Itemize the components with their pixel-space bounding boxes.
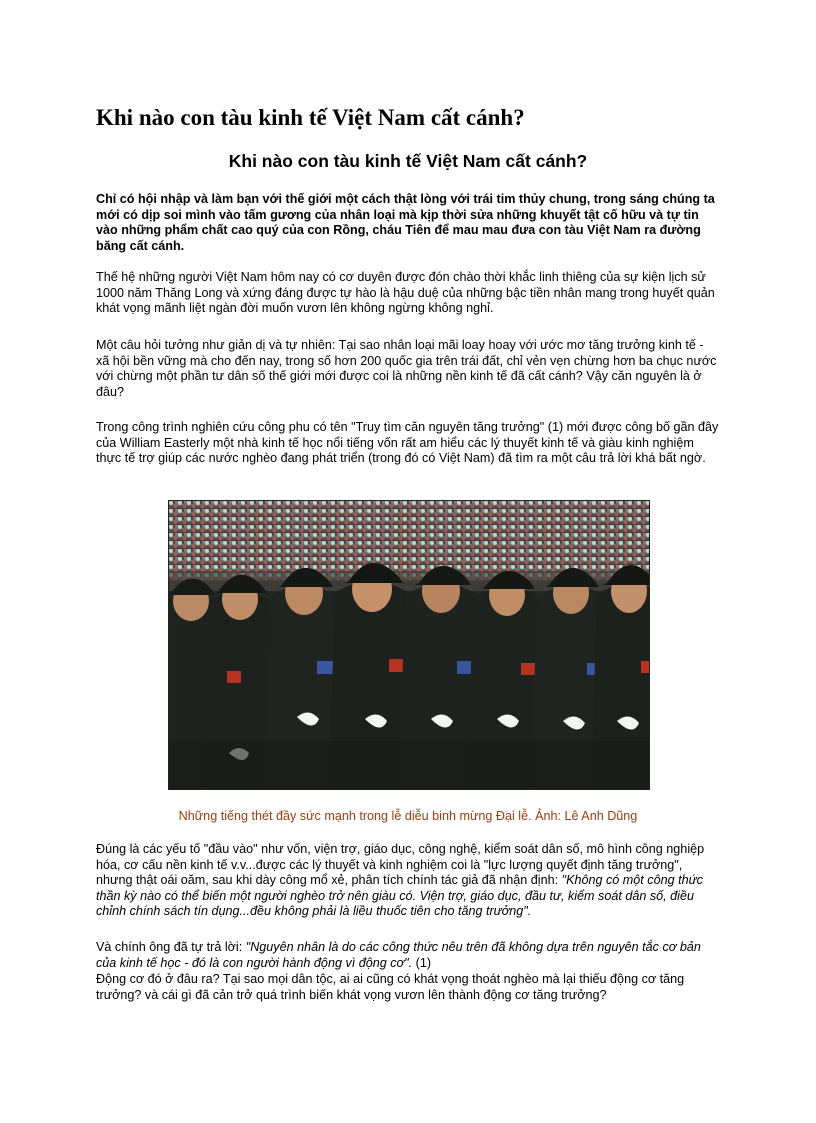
paragraph-2: Một câu hỏi tưởng như giản dị và tự nhiên: Tại sao nhân loại mãi loay hoay với ước mơ tăng trưởng kinh tế - xã hội bền vững mà cho đến nay, trong số hơn 200 quốc gia trên trái đất, chỉ vẻn vẹn chừng hơn ba chục nước với chừng một phần tư dân số thế giới mới được coi là những nền kinh tế đã cất cánh? Vậy căn nguyên là ở đâu? (96, 338, 717, 399)
paragraph-3: Trong công trình nghiên cứu công phu có tên "Truy tìm căn nguyên tăng trưởng" (1) mới được công bố gần đây của William Easterly một nhà kinh tế học nổi tiếng vốn rất am hiểu các lý thuyết kinh tế và giàu kinh nghiệm thực tế trợ giúp các nước nghèo đang phát triển (trong đó có Việt Nam) đã tìm ra một câu trả lời khá bất ngờ. (96, 420, 719, 466)
paragraph-5-reference: (1) (412, 955, 432, 970)
paragraph-1: Thế hệ những người Việt Nam hôm nay có cơ duyên được đón chào thời khắc linh thiêng của sự kiện lịch sử 1000 năm Thăng Long và xứng đáng được tự hào là hậu duệ của những bậc tiền nhân mang trong huyết quản khát vọng mãnh liệt ngàn đời muốn vươn lên không ngừng không nghỉ. (96, 270, 715, 316)
paragraph-5 (96, 940, 720, 971)
document-title: Khi nào con tàu kinh tế Việt Nam cất cánh? (96, 105, 525, 130)
paragraph-4-text: Đúng là các yếu tố "đầu vào" như vốn, viện trợ, giáo dục, công nghệ, kiểm soát dân số, mô hình công nghiệp hóa, cơ cấu nền kinh tế v.v...được các lý thuyết và kinh nghiệm coi là "lực lượng quyết định tăng trưởng", nhưng thật oái oăm, sau khi dày công mổ xẻ, phân tích chính tác giả đã nhận định: (96, 842, 705, 888)
photo-caption: Những tiếng thét đầy sức mạnh trong lễ diễu binh mừng Đại lễ. Ảnh: Lê Anh Dũng (178, 809, 638, 823)
paragraph-5-quote: "Nguyên nhân là do các công thức nêu trên đã không dựa trên nguyên tắc cơ bản của kinh tế học - đó là con người hành động vì động cơ". (96, 940, 701, 970)
paragraph-4 (96, 842, 720, 920)
paragraph-6: Động cơ đó ở đâu ra? Tại sao mọi dân tộc, ai ai cũng có khát vọng thoát nghèo mà lại thiếu động cơ tăng trưởng? và cái gì đã cản trở quá trình biến khát vọng vươn lên thành động cơ tăng trưởng? (96, 972, 685, 1002)
article-lead: Chỉ có hội nhập và làm bạn với thế giới một cách thật lòng với trái tim thủy chung, trong sáng chúng ta mới có dịp soi mình vào tấm gương của nhân loại mà kịp thời sửa những khuyết tật cố hữu và tự tin vào những phẩm chất cao quý của con Rồng, cháu Tiên để mau mau đưa con tàu Việt Nam ra đường băng cất cánh. (96, 192, 715, 253)
parade-photo (168, 500, 650, 790)
parade-photo-illustration (169, 501, 649, 789)
paragraph-4-quote: "Không có một công thức thần kỳ nào có thể biến một người nghèo trở nên giàu có. Viện trợ, giáo dục, đầu tư, kiểm soát dân số, điều chỉnh chính sách tín dụng...đều không phải là liều thuốc tiên cho tăng trưởng". (96, 873, 703, 919)
paragraph-5-text: Và chính ông đã tự trả lời: (96, 940, 246, 954)
article-title: Khi nào con tàu kinh tế Việt Nam cất cánh? (228, 151, 588, 171)
